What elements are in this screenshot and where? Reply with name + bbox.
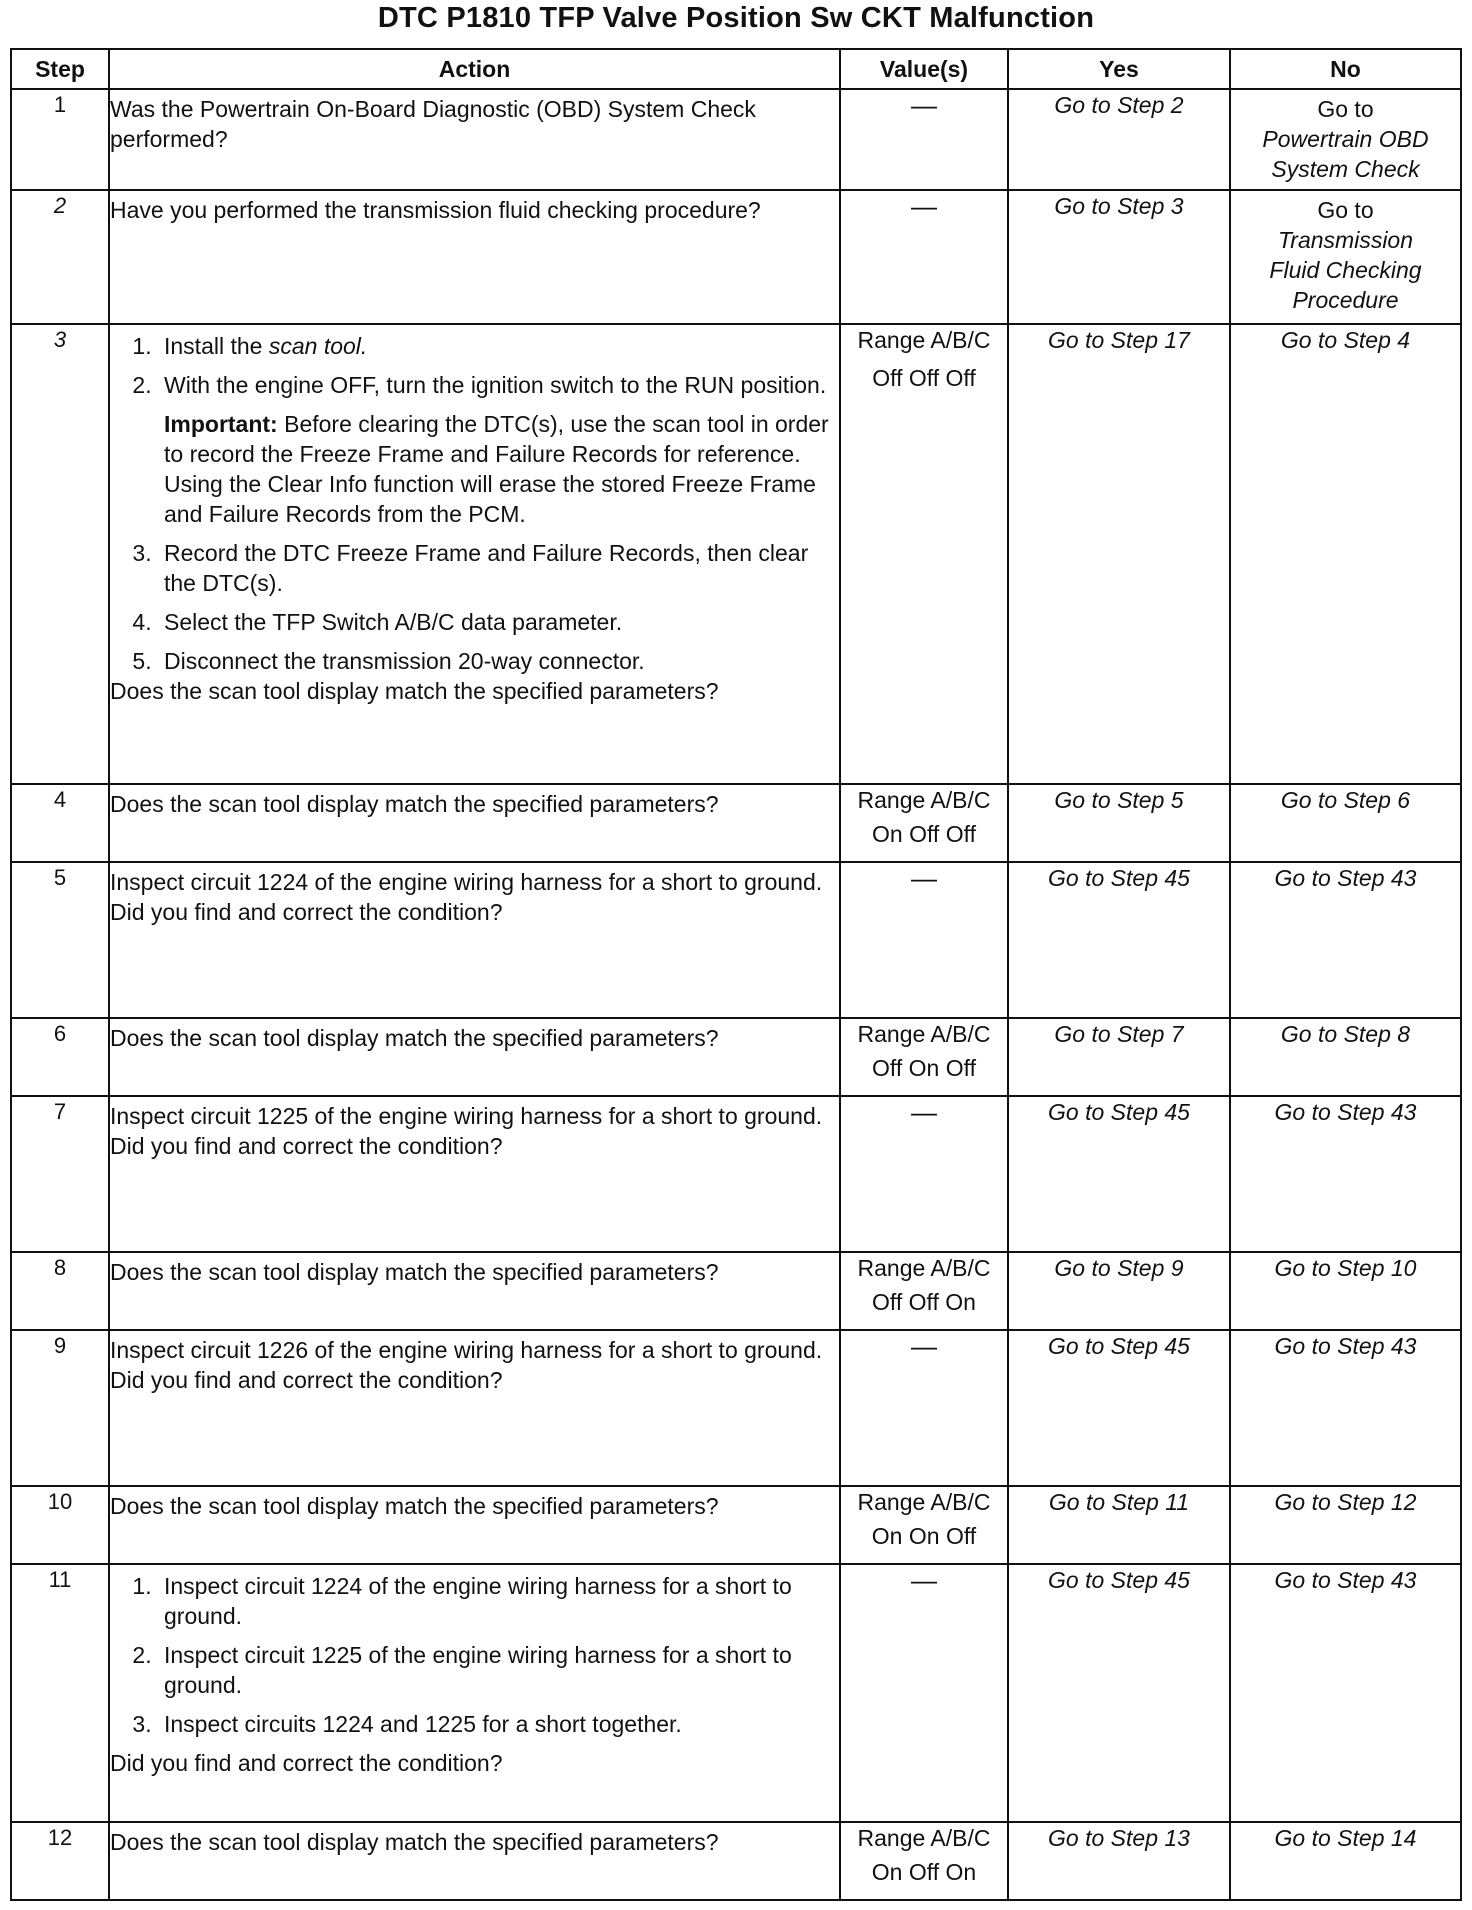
no-cell: Go to Step 43: [1230, 1330, 1461, 1486]
no-text-line: Fluid Checking: [1269, 257, 1422, 283]
value-dash: —: [911, 863, 937, 893]
value-line: Off Off Off: [872, 365, 976, 391]
value-cell: [840, 784, 1008, 862]
value-cell: [840, 1486, 1008, 1564]
value-cell: [840, 862, 1008, 1018]
action-text: Does the scan tool display match the specified parameters?: [110, 1259, 719, 1285]
yes-cell: Go to Step 7: [1008, 1018, 1230, 1096]
action-cell: [109, 190, 840, 324]
page-title: DTC P1810 TFP Valve Position Sw CKT Malfunction: [377, 2, 1095, 34]
table-row: [11, 1564, 1461, 1822]
list-item: 4. Select the TFP Switch A/B/C data parameter.: [158, 607, 839, 637]
no-cell: Go to Step 43: [1230, 862, 1461, 1018]
value-cell: [840, 1330, 1008, 1486]
value-dash: —: [911, 191, 937, 221]
action-cell: [109, 1822, 840, 1900]
action-text: Inspect circuit 1226 of the engine wiring harness for a short to ground.: [110, 1337, 823, 1363]
no-text-line: Transmission: [1277, 227, 1414, 253]
value-line: Range A/B/C: [857, 1825, 991, 1851]
table-row: [11, 1018, 1461, 1096]
procedure-list: [110, 538, 839, 676]
no-text-line: Powertrain OBD: [1262, 126, 1429, 152]
action-cell: [109, 1096, 840, 1252]
no-cell: Go to Step 8: [1230, 1018, 1461, 1096]
value-line: On On Off: [871, 1523, 977, 1549]
header-no: No: [1230, 49, 1461, 89]
diagnostic-table: [10, 48, 1462, 1901]
no-text-line: Procedure: [1292, 287, 1399, 313]
action-text: Inspect circuit 1225 of the engine wiring harness for a short to ground.: [110, 1103, 823, 1129]
value-cell: [840, 1564, 1008, 1822]
table-row: [11, 1822, 1461, 1900]
yes-cell: Go to Step 45: [1008, 1096, 1230, 1252]
no-cell: Go to Step 43: [1230, 1096, 1461, 1252]
value-dash: —: [911, 1565, 937, 1595]
action-question: Did you find and correct the condition?: [110, 899, 503, 925]
step-number: 1: [11, 89, 109, 190]
header-values: Value(s): [840, 49, 1008, 89]
yes-cell: Go to Step 11: [1008, 1486, 1230, 1564]
yes-cell: Go to Step 45: [1008, 862, 1230, 1018]
step-number: 7: [11, 1096, 109, 1252]
step-number: 11: [11, 1564, 109, 1822]
action-question: Did you find and correct the condition?: [110, 1750, 503, 1776]
step-number: 3: [11, 324, 109, 784]
action-text: Does the scan tool display match the specified parameters?: [110, 1025, 719, 1051]
value-line: Range A/B/C: [857, 1489, 991, 1515]
yes-cell: Go to Step 9: [1008, 1252, 1230, 1330]
action-text: Was the Powertrain On-Board Diagnostic (OBD) System Check performed?: [110, 96, 756, 152]
yes-cell: Go to Step 17: [1008, 324, 1230, 784]
action-cell: [109, 324, 840, 784]
no-cell: Go to Step 10: [1230, 1252, 1461, 1330]
value-cell: [840, 1252, 1008, 1330]
value-dash: —: [911, 90, 937, 120]
action-cell: [109, 1330, 840, 1486]
no-text-line: Go to: [1317, 96, 1374, 122]
action-cell: [109, 1252, 840, 1330]
yes-cell: Go to Step 2: [1008, 89, 1230, 190]
no-cell: Go to Step 12: [1230, 1486, 1461, 1564]
header-action: Action: [109, 49, 840, 89]
important-note: Important: Before clearing the DTC(s), use the scan tool in order to record the Freeze Frame and Failure Records for reference. Using the Clear Info function will erase the stored Freeze Frame and Failure Records from the PCM.: [164, 411, 829, 527]
value-dash: —: [911, 1331, 937, 1361]
procedure-list: [110, 331, 839, 400]
no-cell: Go to Step 4: [1230, 324, 1461, 784]
value-cell: [840, 190, 1008, 324]
no-cell: Go to Step 6: [1230, 784, 1461, 862]
value-line: On Off On: [871, 1859, 977, 1885]
value-line: Range A/B/C: [857, 327, 991, 353]
header-step: Step: [11, 49, 109, 89]
table-row: [11, 190, 1461, 324]
value-line: On Off Off: [872, 821, 976, 847]
step-number: 2: [11, 190, 109, 324]
action-cell: [109, 784, 840, 862]
yes-cell: Go to Step 3: [1008, 190, 1230, 324]
value-cell: [840, 324, 1008, 784]
table-row: [11, 862, 1461, 1018]
yes-cell: Go to Step 45: [1008, 1330, 1230, 1486]
table-row: [11, 1096, 1461, 1252]
value-line: Range A/B/C: [857, 787, 991, 813]
step-number: 4: [11, 784, 109, 862]
value-cell: [840, 89, 1008, 190]
action-text: Does the scan tool display match the specified parameters?: [110, 1493, 719, 1519]
value-line: Off On Off: [872, 1055, 976, 1081]
step-number: 8: [11, 1252, 109, 1330]
action-cell: [109, 1018, 840, 1096]
list-item: 5. Disconnect the transmission 20-way connector.: [158, 646, 839, 676]
table-row: [11, 324, 1461, 784]
list-item: 3. Inspect circuits 1224 and 1225 for a short together.: [158, 1709, 839, 1739]
step-number: 6: [11, 1018, 109, 1096]
action-cell: [109, 1486, 840, 1564]
no-cell: [1230, 190, 1461, 324]
step-number: 12: [11, 1822, 109, 1900]
list-item: 1. Inspect circuit 1224 of the engine wiring harness for a short to ground.: [158, 1571, 839, 1631]
list-item: 2. With the engine OFF, turn the ignition switch to the RUN position.: [158, 370, 839, 400]
value-cell: [840, 1822, 1008, 1900]
action-text: Inspect circuit 1224 of the engine wiring harness for a short to ground.: [110, 869, 823, 895]
value-line: Range A/B/C: [857, 1021, 991, 1047]
table-row: [11, 1486, 1461, 1564]
no-cell: [1230, 89, 1461, 190]
action-text: Does the scan tool display match the specified parameters?: [110, 791, 719, 817]
value-line: Range A/B/C: [857, 1255, 991, 1281]
yes-cell: Go to Step 13: [1008, 1822, 1230, 1900]
action-cell: [109, 1564, 840, 1822]
no-cell: Go to Step 43: [1230, 1564, 1461, 1822]
list-item: 2. Inspect circuit 1225 of the engine wiring harness for a short to ground.: [158, 1640, 839, 1700]
no-cell: Go to Step 14: [1230, 1822, 1461, 1900]
step-number: 10: [11, 1486, 109, 1564]
table-header-row: [11, 49, 1461, 89]
list-item: 3. Record the DTC Freeze Frame and Failure Records, then clear the DTC(s).: [158, 538, 839, 598]
action-cell: [109, 89, 840, 190]
table-row: [11, 89, 1461, 190]
action-question: Did you find and correct the condition?: [110, 1133, 503, 1159]
table-row: [11, 784, 1461, 862]
no-text-line: Go to: [1317, 197, 1374, 223]
list-item: 1. Install the scan tool.: [158, 331, 839, 361]
value-cell: [840, 1018, 1008, 1096]
action-question: Does the scan tool display match the specified parameters?: [110, 678, 719, 704]
action-cell: [109, 862, 840, 1018]
header-yes: Yes: [1008, 49, 1230, 89]
yes-cell: Go to Step 45: [1008, 1564, 1230, 1822]
table-row: [11, 1252, 1461, 1330]
no-text-line: System Check: [1271, 156, 1420, 182]
table-row: [11, 1330, 1461, 1486]
value-line: Off Off On: [872, 1289, 976, 1315]
action-text: Does the scan tool display match the specified parameters?: [110, 1829, 719, 1855]
value-dash: —: [911, 1097, 937, 1127]
action-question: Did you find and correct the condition?: [110, 1367, 503, 1393]
action-text: Have you performed the transmission fluid checking procedure?: [110, 197, 761, 223]
step-number: 5: [11, 862, 109, 1018]
step-number: 9: [11, 1330, 109, 1486]
procedure-list: [110, 1571, 839, 1748]
value-cell: [840, 1096, 1008, 1252]
yes-cell: Go to Step 5: [1008, 784, 1230, 862]
